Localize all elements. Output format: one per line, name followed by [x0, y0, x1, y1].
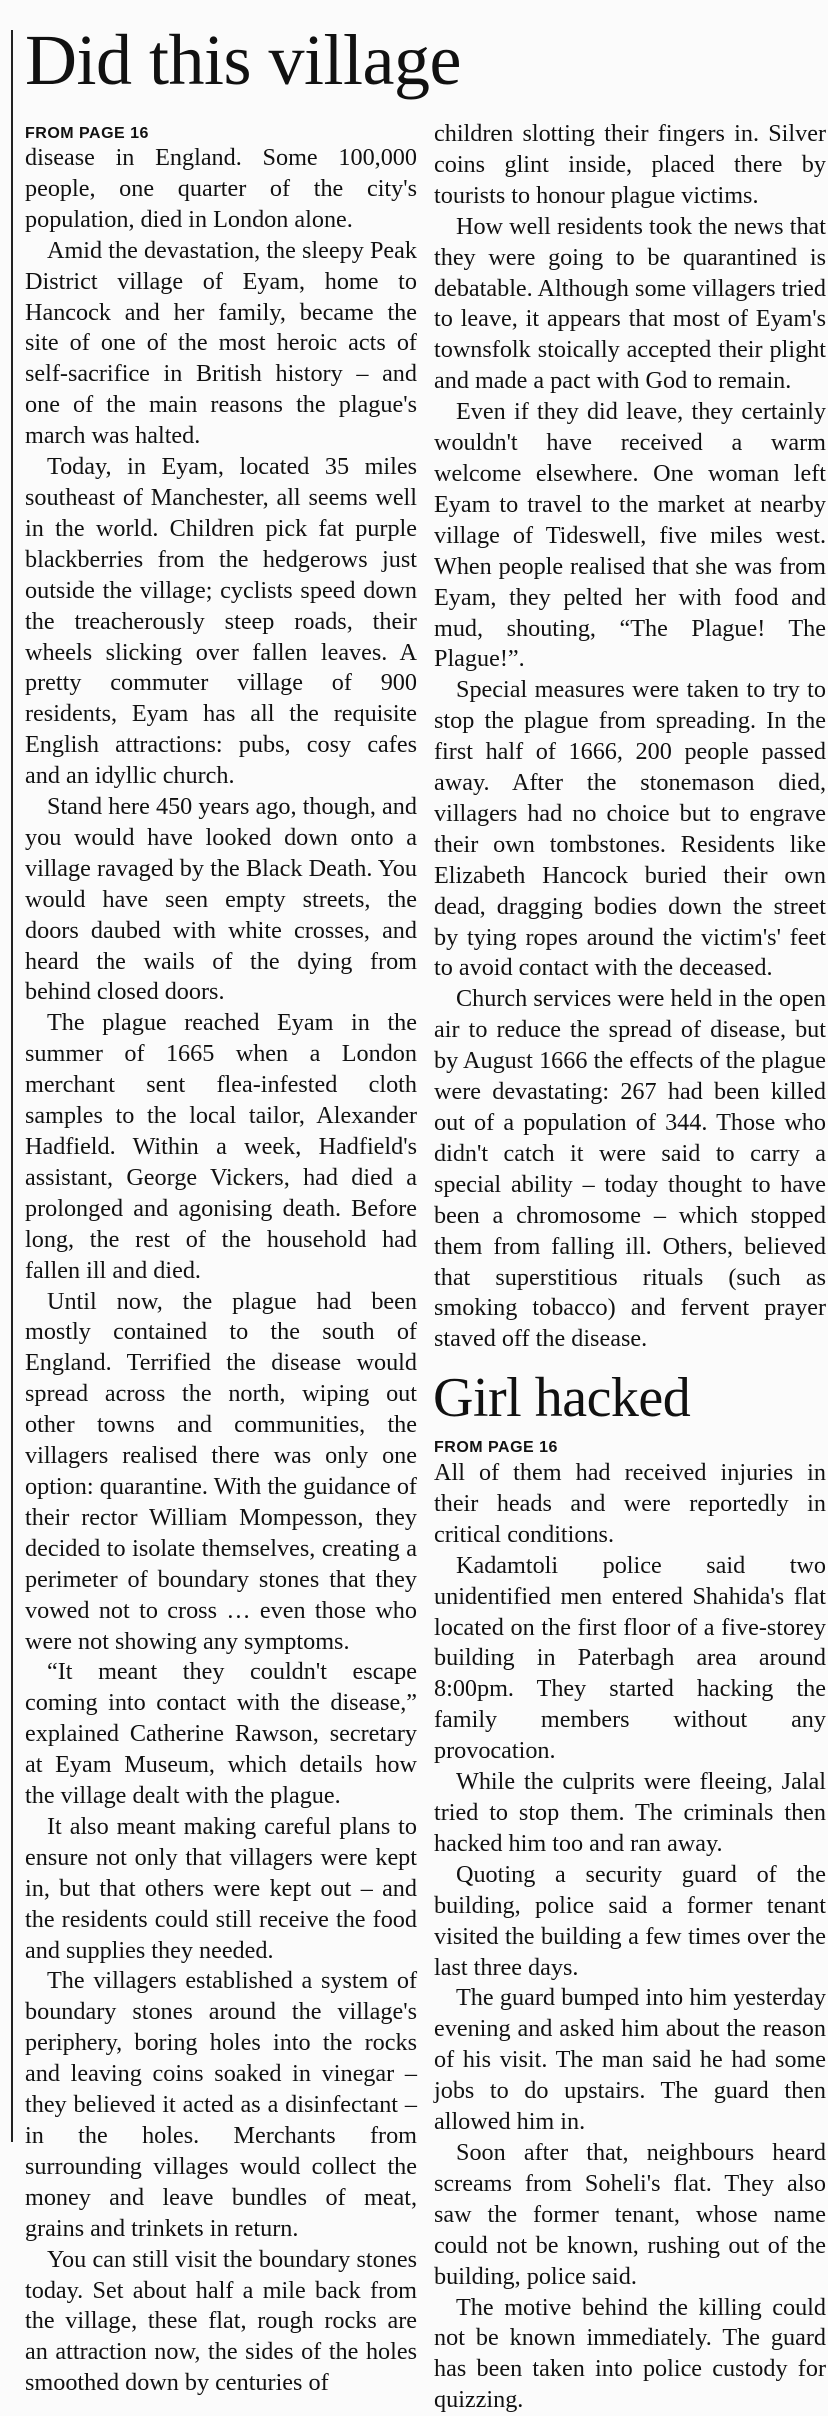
- paragraph: The villagers established a system of boundary stones around the village's periphery, boring holes into the rocks and leaving coins soaked in vinegar – they believed it acted as a disinfectant – in the holes. Merchants from surrounding villages would collect the money and leave bundles of meat, grains and trinkets in return.: [25, 1967, 417, 2242]
- article-village-body-right: [434, 119, 826, 1355]
- paragraph: “It meant they couldn't escape coming into contact with the disease,” explained Catherine Rawson, secretary at Eyam Museum, which details how the village dealt with the plague.: [25, 1658, 417, 1810]
- paragraph: Kadamtoli police said two unidentified men entered Shahida's flat located on the first floor of a five-storey building in Paterbagh area around 8:00pm. They started hacking the family members without any provocation.: [434, 1551, 826, 1765]
- article-village-left-column: [25, 0, 417, 2399]
- paragraph: The motive behind the killing could not be known immediately. The guard has been taken into police custody for quizzing.: [434, 2293, 826, 2414]
- paragraph: All of them had received injuries in their heads and were reportedly in critical conditions.: [434, 1459, 826, 1548]
- paragraph: Special measures were taken to try to stop the plague from spreading. In the first half of 1666, 200 people passed away. After the stonemason died, villagers had no choice but to engrave their own tombstones. Residents like Elizabeth Hancock buried their own dead, dragging bodies down the street by tying ropes around the victim's' feet to avoid contact with the deceased.: [434, 676, 826, 982]
- kicker-from-page: FROM PAGE 16: [434, 1439, 558, 1457]
- paragraph: Today, in Eyam, located 35 miles southeast of Manchester, all seems well in the world. Children pick fat purple blackberries from the hedgerows just outside the village; cyclists speed down the treacherously steep roads, their wheels slicking over fallen leaves. A pretty commuter village of 900 residents, Eyam has all the requisite English attractions: pubs, cosy cafes and an idyllic church.: [25, 453, 417, 790]
- paragraph: The guard bumped into him yesterday evening and asked him about the reason of his visit. The man said he had some jobs to do upstairs. The guard then allowed him in.: [434, 1984, 826, 2136]
- paragraph: Soon after that, neighbours heard screams from Soheli's flat. They also saw the former tenant, whose name could not be known, rushing out of the building, police said.: [434, 2138, 826, 2290]
- headline-girl-hacked: Girl hacked: [433, 1367, 691, 1430]
- paragraph: Amid the devastation, the sleepy Peak District village of Eyam, home to Hancock and her family, became the site of one of the most heroic acts of self-sacrifice in British history – and one of the main reasons the plague's march was halted.: [25, 236, 417, 450]
- article-village-body-left: [25, 143, 417, 2399]
- paragraph: Stand here 450 years ago, though, and you would have looked down onto a village ravaged by the Black Death. You would have seen empty streets, the doors daubed with white crosses, and heard the wails of the dying from behind closed doors.: [25, 793, 417, 1006]
- paragraph: The plague reached Eyam in the summer of 1665 when a London merchant sent flea-infested cloth samples to the local tailor, Alexander Hadfield. Within a week, Hadfield's assistant, George Vickers, had died a prolonged and agonising death. Before long, the rest of the household had fallen ill and died.: [25, 1009, 417, 1284]
- paragraph: How well residents took the news that they were going to be quarantined is debatable. Although some villagers tried to leave, it appears that most of Eyam's townsfolk stoically accepted their plight and made a pact with God to remain.: [434, 212, 826, 395]
- column-rule: [11, 30, 13, 2142]
- paragraph: You can still visit the boundary stones today. Set about half a mile back from the village, these flat, rough rocks are an attraction now, the sides of the holes smoothed down by centuries of: [25, 2245, 417, 2397]
- paragraph: disease in England. Some 100,000 people, one quarter of the city's population, died in London alone.: [25, 144, 417, 233]
- paragraph: Even if they did leave, they certainly wouldn't have received a warm welcome elsewhere. One woman left Eyam to travel to the market at nearby village of Tideswell, five miles west. When people realised that she was from Eyam, they pelted her with food and mud, shouting, “The Plague! The Plague!”.: [434, 398, 826, 673]
- article-girl-hacked-body: [434, 1458, 826, 2416]
- paragraph: Quoting a security guard of the building, police said a former tenant visited the building a few times over the last three days.: [434, 1860, 826, 1981]
- paragraph: children slotting their fingers in. Silver coins glint inside, placed there by tourists to honour plague victims.: [434, 120, 826, 209]
- headline-village: Did this village: [25, 20, 461, 100]
- paragraph: It also meant making careful plans to ensure not only that villagers were kept in, but that others were kept out – and the residents could still receive the food and supplies they needed.: [25, 1812, 417, 1964]
- kicker-from-page: FROM PAGE 16: [25, 125, 149, 142]
- right-column: [434, 0, 826, 2416]
- paragraph: While the culprits were fleeing, Jalal tried to stop them. The criminals then hacked him too and ran away.: [434, 1768, 826, 1857]
- paragraph: Church services were held in the open air to reduce the spread of disease, but by August 1666 the effects of the plague were devastating: 267 had been killed out of a population of 344. Those who didn't catch it were said to carry a special ability – today thought to have been a chromosome – which stopped them from falling ill. Others, believed that superstitious rituals (such as smoking tobacco) and fervent prayer staved off the disease.: [434, 985, 826, 1353]
- paragraph: Until now, the plague had been mostly contained to the south of England. Terrified the disease would spread across the north, wiping out other towns and communities, the villagers realised there was only one option: quarantine. With the guidance of their rector William Mompesson, they decided to isolate themselves, creating a perimeter of boundary stones that they vowed not to cross … even those who were not showing any symptoms.: [25, 1287, 417, 1655]
